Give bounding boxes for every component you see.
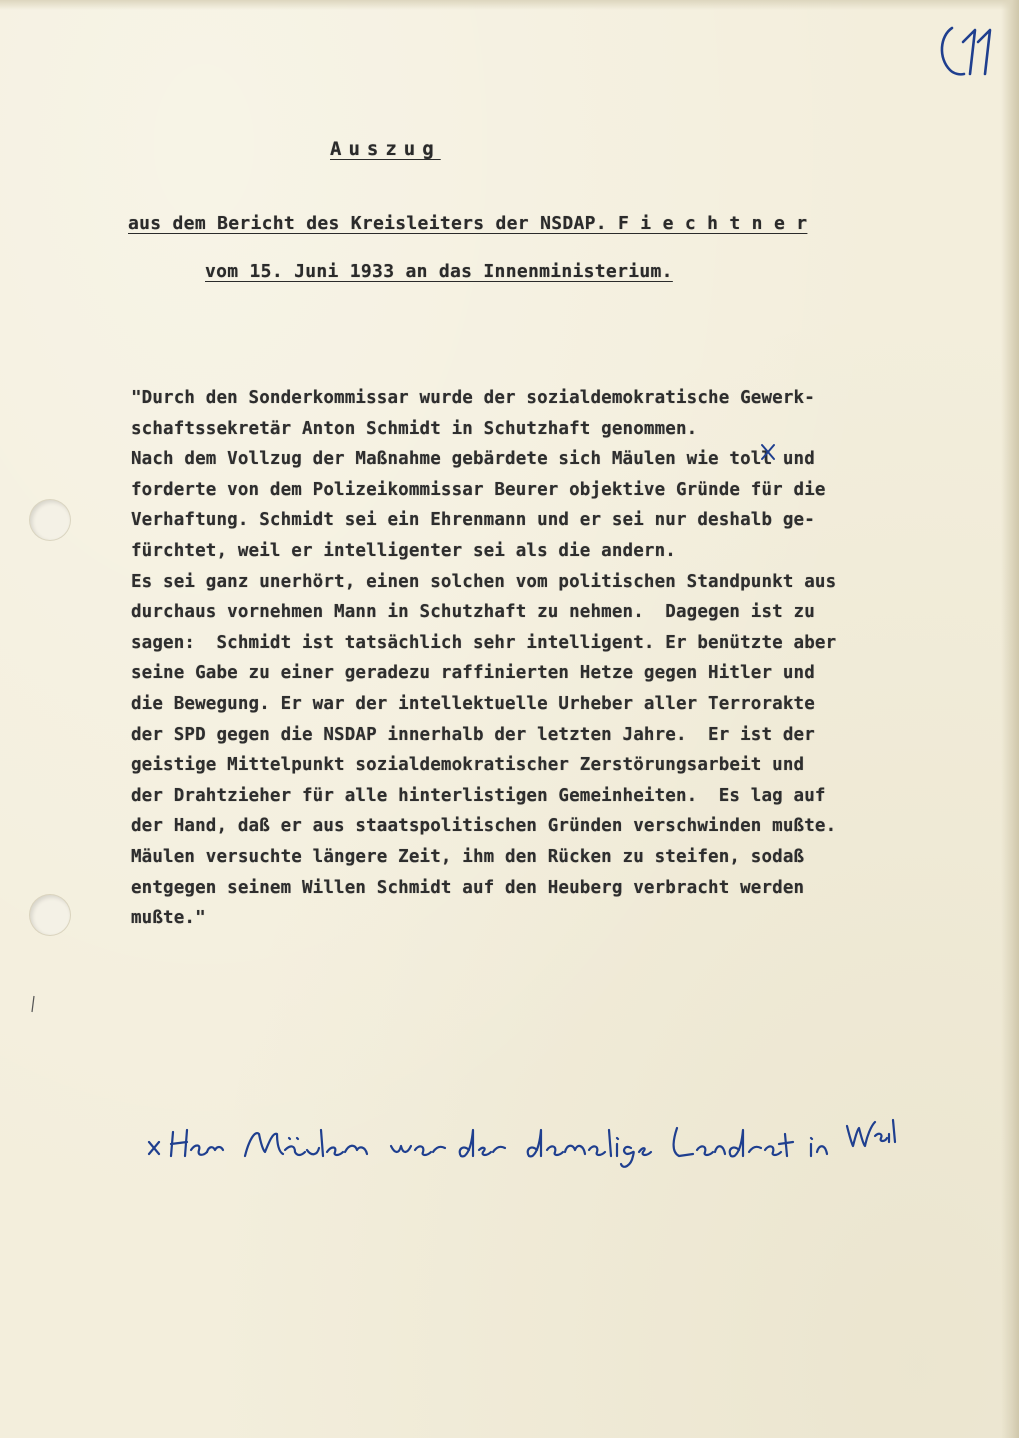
document-heading: Auszug — [330, 138, 441, 160]
body-line: Es sei ganz unerhört, einen solchen vom politischen Standpunkt aus — [131, 571, 837, 592]
document-subheading-line2: vom 15. Juni 1933 an das Innenministerium. — [205, 261, 673, 282]
body-line: fürchtet, weil er intelligenter sei als die andern. — [131, 540, 676, 561]
body-line: "Durch den Sonderkommissar wurde der sozialdemokratische Gewerk- — [131, 388, 815, 408]
body-line: schaftssekretär Anton Schmidt in Schutzhaft genommen. — [131, 418, 698, 439]
insertion-mark-icon — [756, 441, 780, 465]
body-line: der SPD gegen die NSDAP innerhalb der letzten Jahre. Er ist der — [131, 724, 815, 745]
body-line: seine Gabe zu einer geradezu raffinierten Hetze gegen Hitler und — [131, 663, 815, 684]
body-line: Verhaftung. Schmidt sei ein Ehrenmann und er sei nur deshalb ge- — [131, 510, 815, 531]
punch-hole — [30, 500, 70, 540]
page-right-edge — [1001, 0, 1019, 1438]
handwriting-strokes — [145, 1100, 905, 1180]
body-line: forderte von dem Polizeikommissar Beurer objektive Gründe für die — [131, 479, 826, 500]
handwritten-page-number — [930, 14, 1000, 84]
body-line: die Bewegung. Er war der intellektuelle Urheber aller Terrorakte — [131, 693, 815, 714]
handwritten-footnote — [145, 1100, 905, 1180]
quoted-report-body — [131, 383, 951, 934]
body-line: Nach dem Vollzug der Maßnahme gebärdete sich Mäulen wie toll und — [131, 449, 815, 470]
body-line: Mäulen versuchte längere Zeit, ihm den Rücken zu steifen, sodaß — [131, 846, 805, 867]
body-line: durchaus vornehmen Mann in Schutzhaft zu nehmen. Dagegen ist zu — [131, 602, 815, 623]
punch-hole — [30, 895, 70, 935]
body-line: mußte." — [131, 908, 206, 929]
stray-pencil-mark — [30, 995, 36, 1013]
body-line: der Hand, daß er aus staatspolitischen Gründen verschwinden mußte. — [131, 816, 837, 837]
page-top-edge — [0, 0, 1019, 10]
body-line: sagen: Schmidt ist tatsächlich sehr intelligent. Er benützte aber — [131, 632, 837, 653]
body-line: entgegen seinem Willen Schmidt auf den Heuberg verbracht werden — [131, 877, 805, 898]
document-subheading-line1: aus dem Bericht des Kreisleiters der NSDAP. F i e c h t n e r — [128, 213, 808, 234]
body-line: der Drahtzieher für alle hinterlistigen Gemeinheiten. Es lag auf — [131, 785, 826, 806]
body-line: geistige Mittelpunkt sozialdemokratischer Zerstörungsarbeit und — [131, 755, 805, 776]
